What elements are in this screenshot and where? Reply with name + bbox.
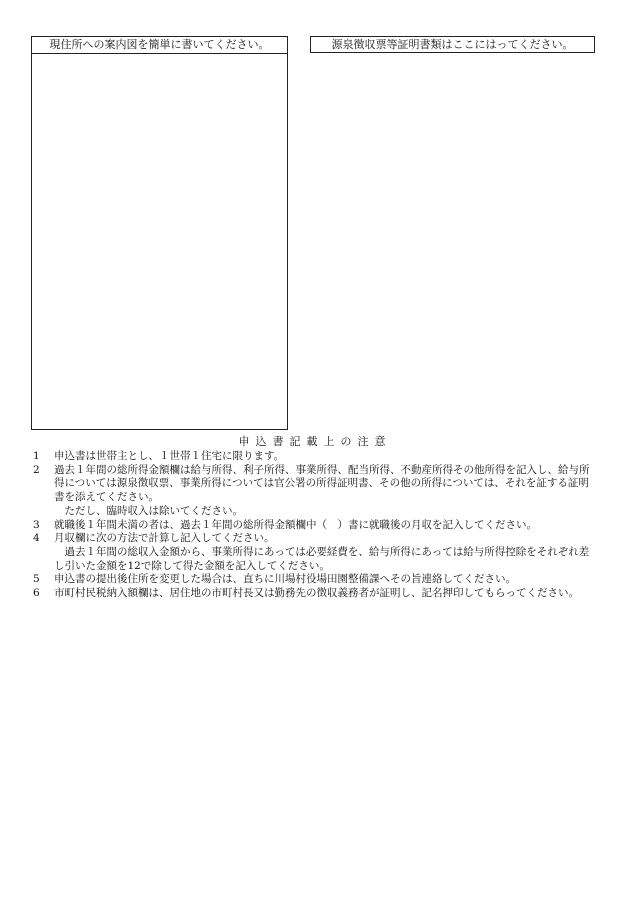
note-item-3 xyxy=(33,519,593,533)
guide-map-area xyxy=(31,36,288,430)
note-text: 就職後１年間未満の者は、過去１年間の総所得金額欄中（ ）書に就職後の月収を記入してください。 xyxy=(54,518,537,531)
note-item-5 xyxy=(33,573,593,587)
certificate-attach-area xyxy=(310,36,595,53)
note-text: 市町村民税納入額欄は、居住地の市町村長又は勤務先の徴収義務者が証明し、記名押印してもらってください。 xyxy=(54,587,579,600)
note-number: 1 xyxy=(33,450,40,462)
note-number: 5 xyxy=(33,573,40,586)
notes-list xyxy=(33,450,593,601)
certificate-attach-label: 源泉徴収票等証明書類はここにはってください。 xyxy=(331,38,574,51)
note-item-4 xyxy=(33,532,593,573)
notes-title: 申込書記載上の注意 xyxy=(238,435,392,448)
note-number: 4 xyxy=(33,532,40,545)
note-text: 月収欄に次の方法で計算し記入してください。 xyxy=(54,532,275,545)
note-text: 申込書は世帯主とし、１世帯１住宅に限ります。 xyxy=(54,450,285,462)
note-text: 申込書の提出後住所を変更した場合は、直ちに川場村役場田園整備課へその旨連絡してください。 xyxy=(54,573,516,586)
note-item-2 xyxy=(33,464,593,519)
note-subtext: ただし、臨時収入は除いてください。 xyxy=(64,504,243,517)
note-number: 2 xyxy=(33,463,40,476)
note-item-6 xyxy=(33,587,593,601)
note-item-1 xyxy=(33,450,593,464)
note-subtext: 過去１年間の総収入金額から、事業所得にあっては必要経費を、給与所得にあっては給与所得控除をそれぞれ差し引いた金額を12で除して得た金額を記入してください。 xyxy=(54,545,590,572)
note-text: 過去１年間の総所得金額欄は給与所得、利子所得、事業所得、配当所得、不動産所得その他所得を記入し、給与所得については源泉徴収票、事業所得については官公署の所得証明書、その他の所得については、それを証する証明書を添えてください。 xyxy=(54,463,590,504)
note-number: 3 xyxy=(33,518,40,531)
guide-map-label: 現住所への案内図を簡単に書いてください。 xyxy=(32,37,287,54)
note-number: 6 xyxy=(33,587,40,600)
